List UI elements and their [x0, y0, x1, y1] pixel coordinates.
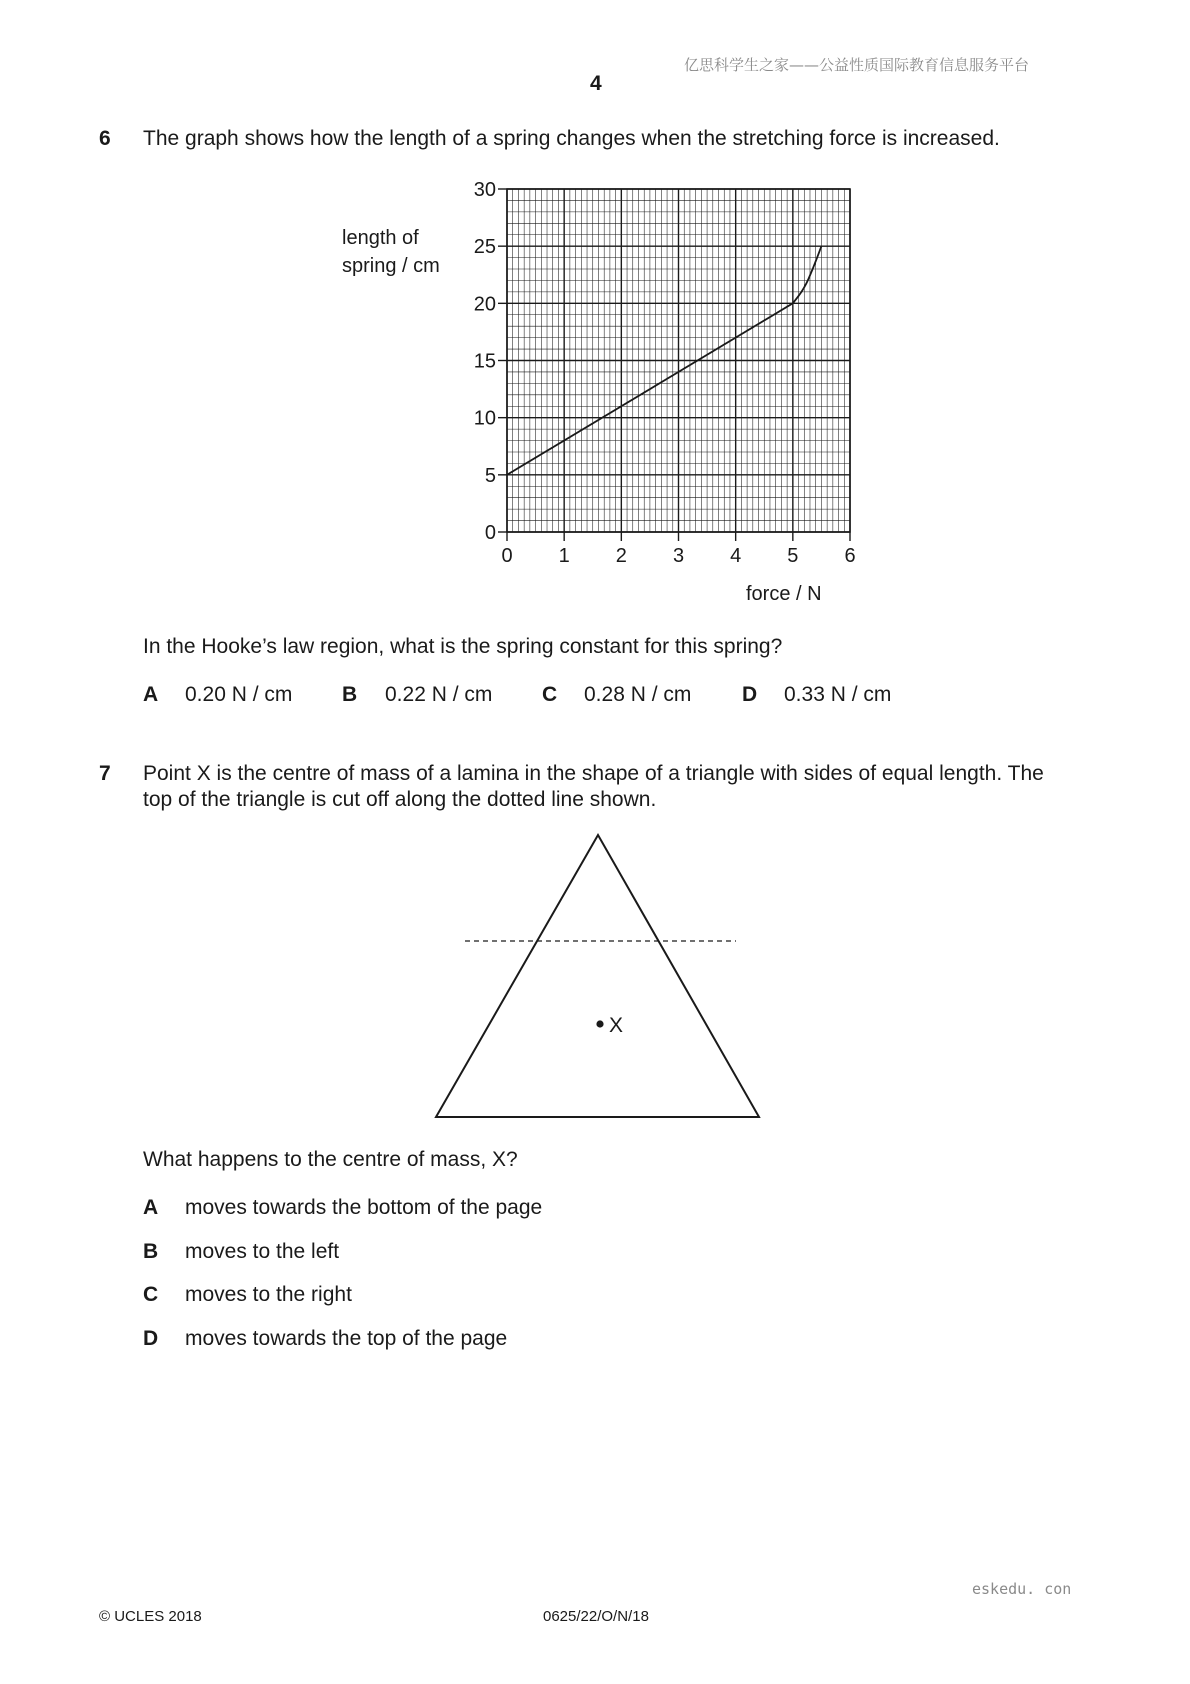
q6-option-a-letter: A — [143, 683, 159, 706]
y-tick-label: 25 — [473, 236, 496, 259]
y-axis-label-line-1: length of — [342, 227, 419, 249]
question-6-number: 6 — [99, 127, 111, 150]
x-tick-label: 6 — [844, 545, 856, 567]
chart-x-tick-labels — [501, 545, 855, 567]
q6-option-d-letter: D — [742, 683, 758, 706]
x-axis-label: force / N — [746, 583, 822, 605]
y-tick-label: 10 — [473, 407, 496, 430]
x-tick-label: 4 — [730, 545, 742, 567]
q7-option-d-text[interactable]: moves towards the top of the page — [185, 1327, 508, 1350]
question-6-prompt: In the Hooke’s law region, what is the spring constant for this spring? — [143, 635, 783, 658]
triangle-lamina — [436, 835, 759, 1117]
page-number: 4 — [590, 72, 602, 95]
q6-option-b-text[interactable]: 0.22 N / cm — [385, 683, 493, 706]
y-tick-label: 20 — [473, 293, 496, 316]
q6-option-c-letter: C — [542, 683, 558, 706]
chart-ticks — [498, 189, 850, 541]
q7-option-a-letter: A — [143, 1196, 159, 1219]
q7-option-a-text[interactable]: moves towards the bottom of the page — [185, 1196, 543, 1219]
q7-option-d-letter: D — [143, 1327, 159, 1350]
q7-option-c-text[interactable]: moves to the right — [185, 1283, 352, 1306]
q7-option-b-letter: B — [143, 1240, 159, 1263]
y-tick-label: 5 — [484, 464, 496, 487]
q7-option-b-text[interactable]: moves to the left — [185, 1240, 340, 1263]
question-7-stem-line-1: Point X is the centre of mass of a lamina in the shape of a triangle with sides of equal length. The — [143, 762, 1044, 785]
q6-option-d-text[interactable]: 0.33 N / cm — [784, 683, 892, 706]
x-tick-label: 3 — [672, 545, 685, 567]
question-7-stem-line-2: top of the triangle is cut off along the dotted line shown. — [143, 788, 657, 811]
q6-option-a-text[interactable]: 0.20 N / cm — [185, 683, 293, 706]
x-tick-label: 1 — [558, 545, 570, 567]
x-tick-label: 2 — [615, 545, 627, 567]
question-6-stem: The graph shows how the length of a spring changes when the stretching force is increased. — [143, 127, 1000, 150]
q6-option-b-letter: B — [342, 683, 358, 706]
centre-of-mass-dot — [596, 1020, 603, 1027]
x-tick-label: 0 — [501, 545, 513, 567]
footer-copyright: © UCLES 2018 — [99, 1608, 202, 1625]
centre-of-mass-label: X — [609, 1014, 624, 1037]
triangle-diagram — [420, 825, 770, 1125]
chart-y-tick-labels — [474, 179, 496, 544]
y-axis-label-line-2: spring / cm — [342, 255, 440, 277]
footer-watermark: eskedu. con — [972, 1580, 1072, 1598]
y-tick-label: 0 — [484, 522, 496, 544]
header-watermark: 亿思科学生之家——公益性质国际教育信息服务平台 — [684, 56, 1030, 74]
x-tick-label: 5 — [787, 545, 799, 567]
footer-paper-code: 0625/22/O/N/18 — [543, 1608, 649, 1625]
spring-length-chart — [320, 175, 880, 615]
question-7-number: 7 — [99, 762, 111, 785]
q6-option-c-text[interactable]: 0.28 N / cm — [584, 683, 692, 706]
y-tick-label: 30 — [473, 179, 496, 201]
y-tick-label: 15 — [473, 350, 496, 373]
question-7-prompt: What happens to the centre of mass, X? — [143, 1148, 518, 1171]
q7-option-c-letter: C — [143, 1283, 159, 1306]
